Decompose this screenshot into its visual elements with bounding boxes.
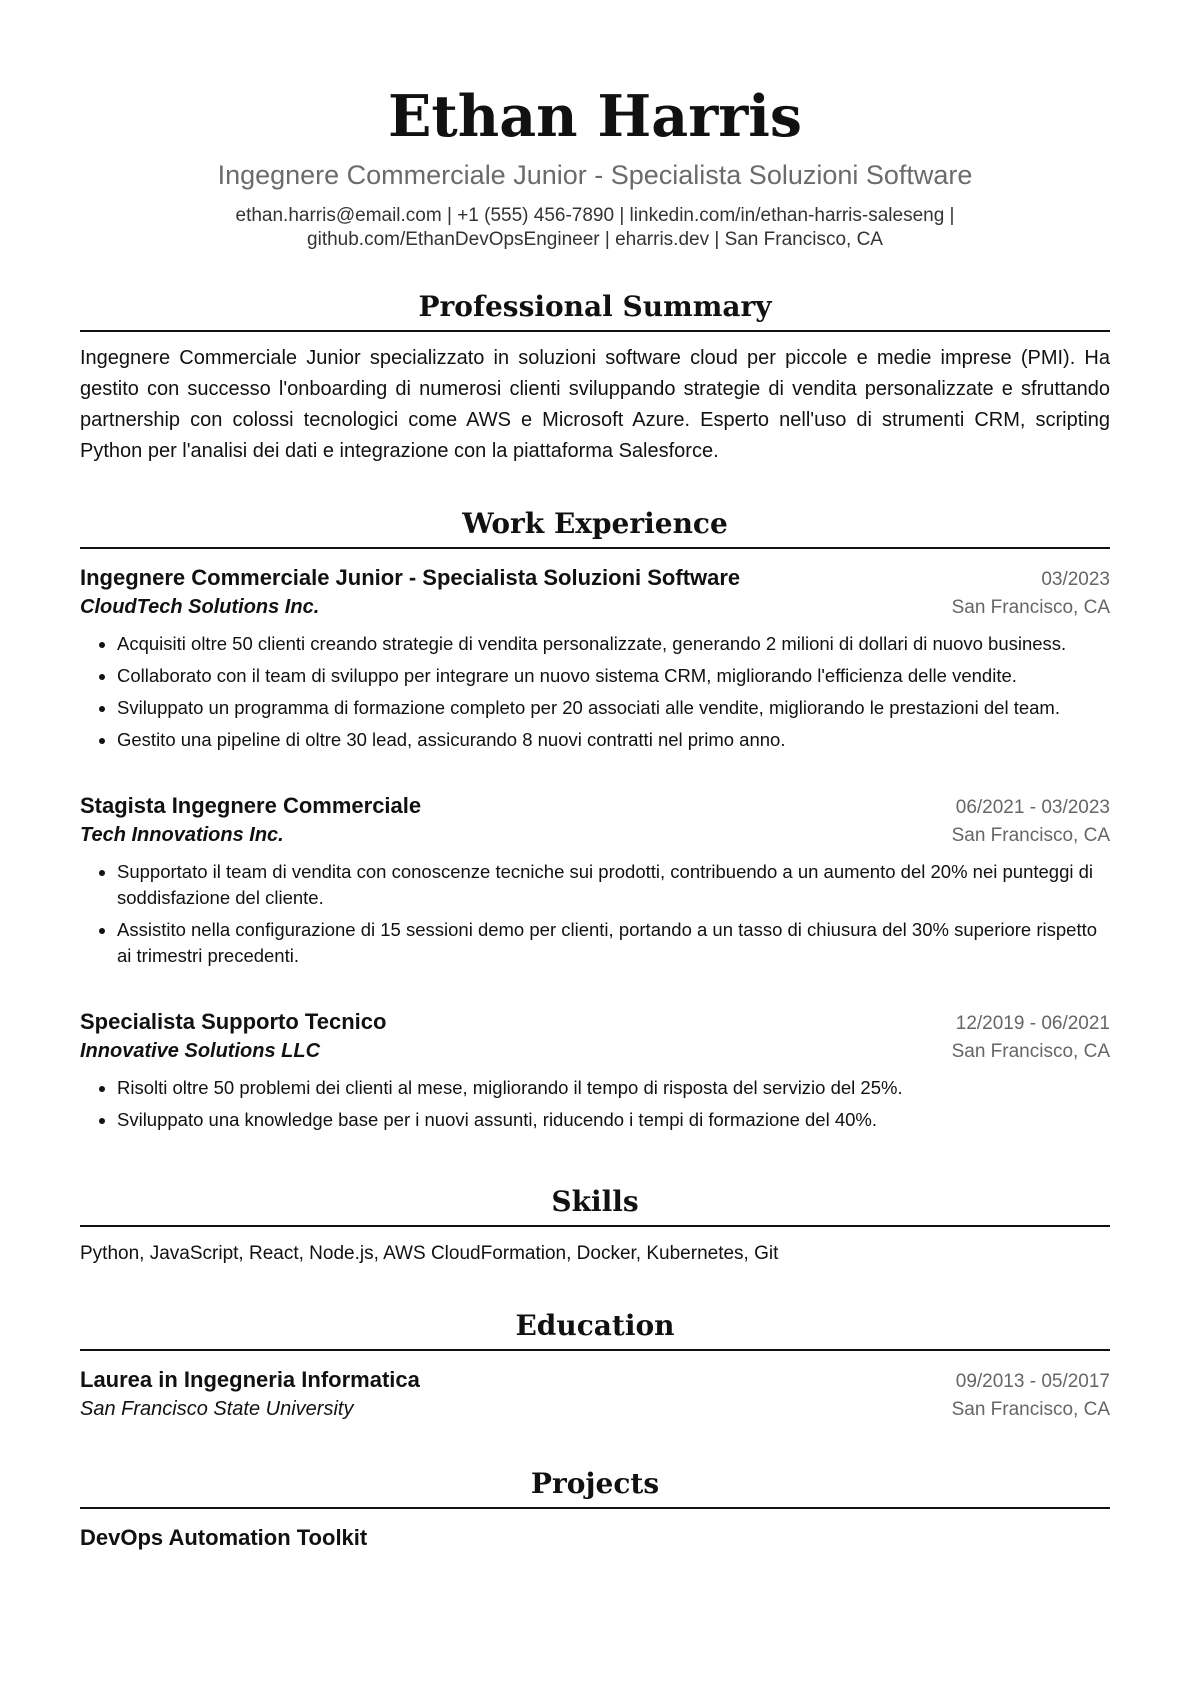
job-location: San Francisco, CA — [951, 825, 1110, 846]
section-heading-skills: Skills — [80, 1185, 1110, 1227]
job-title: Stagista Ingegnere Commerciale — [80, 793, 422, 818]
job-bullets — [80, 859, 1110, 969]
bullet-item: • Assistito nella configurazione di 15 sessioni demo per clienti, portando a un tasso di chiusura del 30% superiore rispetto ai trimestri precedenti. — [117, 917, 1110, 969]
job-entry — [80, 791, 1110, 969]
education-entry — [80, 1365, 1110, 1423]
resume-header — [80, 0, 1110, 252]
contact-line-1: ethan.harris@email.com | +1 (555) 456-7890 | linkedin.com/in/ethan-harris-saleseng | — [235, 205, 955, 226]
job-company: CloudTech Solutions Inc. — [80, 596, 320, 618]
job-location: San Francisco, CA — [951, 1041, 1110, 1062]
candidate-name: Ethan Harris — [387, 83, 803, 150]
job-entry — [80, 1007, 1110, 1133]
job-company: Innovative Solutions LLC — [80, 1040, 321, 1062]
job-company: Tech Innovations Inc. — [80, 824, 284, 846]
job-date: 06/2021 - 03/2023 — [955, 797, 1110, 818]
job-bullets — [80, 1075, 1110, 1133]
education-location: San Francisco, CA — [951, 1399, 1110, 1420]
job-bullets — [80, 631, 1110, 753]
job-date: 12/2019 - 06/2021 — [955, 1013, 1110, 1034]
project-name: DevOps Automation Toolkit — [80, 1525, 368, 1550]
section-heading-projects: Projects — [80, 1467, 1110, 1509]
job-location: San Francisco, CA — [951, 597, 1110, 618]
degree-name: Laurea in Ingegneria Informatica — [80, 1367, 420, 1392]
skills-section — [80, 1185, 1110, 1267]
education-date: 09/2013 - 05/2017 — [955, 1371, 1110, 1392]
bullet-item: • Risolti oltre 50 problemi dei clienti al mese, migliorando il tempo di risposta del servizio del 25%. — [117, 1075, 1110, 1101]
bullet-item: • Collaborato con il team di sviluppo per integrare un nuovo sistema CRM, migliorando l'efficienza delle vendite. — [117, 663, 1110, 689]
candidate-title: Ingegnere Commerciale Junior - Specialista Soluzioni Software — [217, 160, 973, 190]
project-entry — [80, 1523, 1110, 1553]
contact-line-2: github.com/EthanDevOpsEngineer | eharris.dev | San Francisco, CA — [307, 229, 883, 250]
bullet-item: • Sviluppato un programma di formazione completo per 20 associati alle vendite, migliorando le prestazioni del team. — [117, 695, 1110, 721]
experience-section — [80, 507, 1110, 1133]
job-date: 03/2023 — [1041, 569, 1110, 590]
section-heading-experience: Work Experience — [80, 507, 1110, 549]
school-name: San Francisco State University — [80, 1398, 354, 1420]
job-title: Specialista Supporto Tecnico — [80, 1009, 387, 1034]
bullet-item: • Acquisiti oltre 50 clienti creando strategie di vendita personalizzate, generando 2 milioni di dollari di nuovo business. — [117, 631, 1110, 657]
bullet-item: • Gestito una pipeline di oltre 30 lead, assicurando 8 nuovi contratti nel primo anno. — [117, 727, 1110, 753]
skills-text: Python, JavaScript, React, Node.js, AWS CloudFormation, Docker, Kubernetes, Git — [80, 1243, 779, 1264]
section-heading-education: Education — [80, 1309, 1110, 1351]
bullet-item: • Sviluppato una knowledge base per i nuovi assunti, riducendo i tempi di formazione del 40%. — [117, 1107, 1110, 1133]
summary-section — [80, 290, 1110, 467]
education-section — [80, 1309, 1110, 1423]
bullet-item: • Supportato il team di vendita con conoscenze tecniche sui prodotti, contribuendo a un aumento del 20% nei punteggi di soddisfazione del cliente. — [117, 859, 1110, 911]
contact-info — [80, 204, 1110, 252]
summary-text: Ingegnere Commerciale Junior specializzato in soluzioni software cloud per piccole e medie imprese (PMI). Ha gestito con successo l'onboarding di numerosi clienti sviluppando strategie di vendita personalizzate e sfruttando partnership con colossi tecnologici come AWS e Microsoft Azure. Esperto nell'uso di strumenti CRM, scripting Python per l'analisi dei dati e integrazione con la piattaforma Salesforce. — [80, 347, 1110, 462]
job-title: Ingegnere Commerciale Junior - Specialista Soluzioni Software — [80, 565, 741, 590]
section-heading-summary: Professional Summary — [80, 290, 1110, 332]
job-entry — [80, 563, 1110, 753]
projects-section — [80, 1467, 1110, 1553]
